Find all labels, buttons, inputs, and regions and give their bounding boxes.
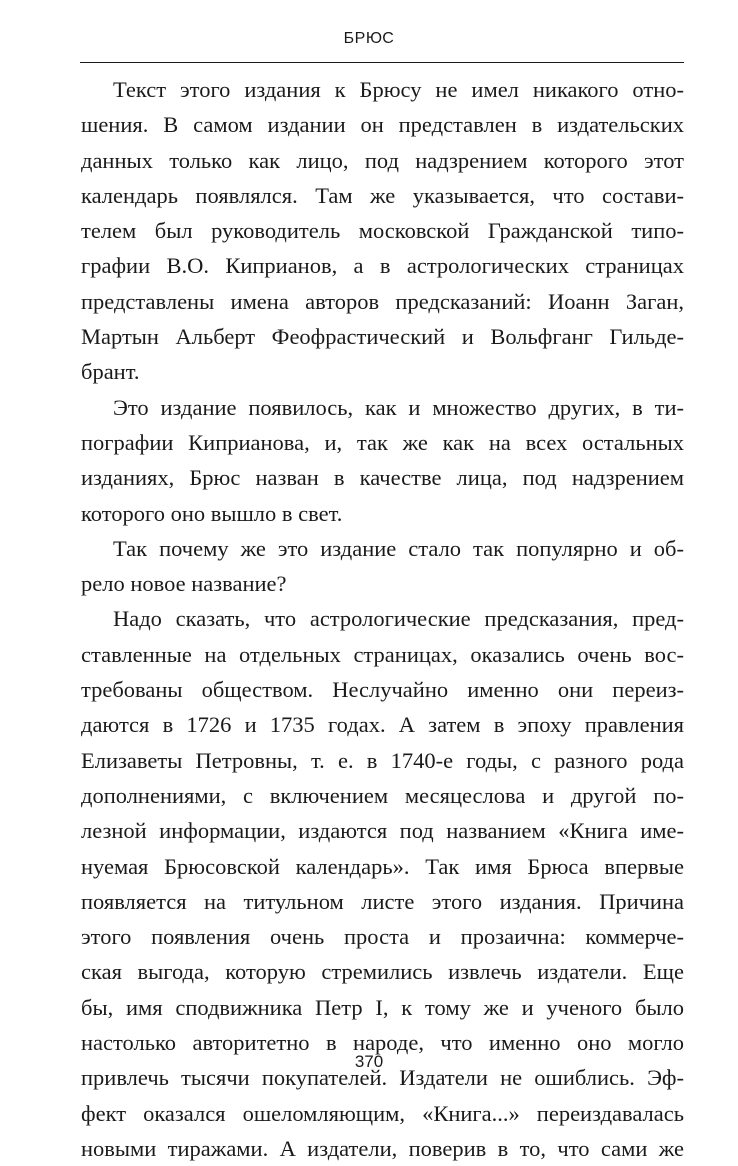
text-line: настолько авторитетно в народе, что именно оно могло [81,1030,684,1056]
text-line: Текст этого издания к Брюсу не имел никакого отно- [113,77,684,102]
text-line: телем был руководитель московской Гражданской типо- [81,218,684,244]
page-number: 370 [354,1052,384,1071]
text-line: требованы обществом. Неслучайно именно они переиз- [81,677,684,703]
paragraph [81,72,684,390]
text-line: рело новое название? [81,571,287,597]
text-line: брант. [81,359,140,385]
running-head: БРЮС [343,30,395,47]
text-line: пографии Киприанова, и, так же как на всех остальных [81,429,684,455]
text-line: шения. В самом издании он представлен в издательских [81,112,684,138]
paragraph [81,601,684,1166]
text-line: этого появления очень проста и прозаична: коммерче- [81,924,684,950]
text-body [81,72,684,1166]
text-line: ская выгода, которую стремились извлечь издатели. Еще [81,959,684,985]
text-line: Елизаветы Петровны, т. е. в 1740-е годы, с разного рода [81,747,684,773]
header-rule [80,62,684,63]
text-line: данных только как лицо, под надзрением которого этот [81,147,684,173]
text-line: Так почему же это издание стало так популярно и об- [113,535,684,561]
text-line: ставленные на отдельных страницах, оказались очень вос- [81,641,684,667]
text-line: нуемая Брюсовской календарь». Так имя Брюса впервые [81,853,684,879]
text-line: появляется на титульном листе этого издания. Причина [81,888,684,914]
text-line: Мартын Альберт Феофрастический и Вольфганг Гильде- [81,324,684,350]
text-line: привлечь тысячи покупателей. Издатели не ошиблись. Эф- [81,1065,684,1091]
text-line: дополнениями, с включением месяцеслова и другой по- [81,782,684,808]
text-line: представлены имена авторов предсказаний: Иоанн Заган, [81,288,684,314]
paragraph [81,390,684,531]
text-line: лезной информации, издаются под названием «Книга име- [81,818,684,844]
text-line: календарь появлялся. Там же указывается, что состави- [81,182,684,208]
text-line: изданиях, Брюс назван в качестве лица, под надзрением [81,465,684,491]
text-line: которого оно вышло в свет. [81,500,343,526]
text-line: графии В.О. Киприанов, а в астрологических страницах [81,253,684,279]
text-line: Надо сказать, что астрологические предсказания, пред- [113,606,684,632]
text-line: Это издание появилось, как и множество других, в ти- [113,394,684,420]
text-line: новыми тиражами. А издатели, поверив в то, что сами же [81,1135,684,1161]
paragraph [81,531,684,602]
text-line: даются в 1726 и 1735 годах. А затем в эпоху правления [81,712,684,738]
text-line: бы, имя сподвижника Петр I, к тому же и ученого было [81,994,684,1020]
text-line: фект оказался ошеломляющим, «Книга...» переиздавалась [81,1100,684,1126]
